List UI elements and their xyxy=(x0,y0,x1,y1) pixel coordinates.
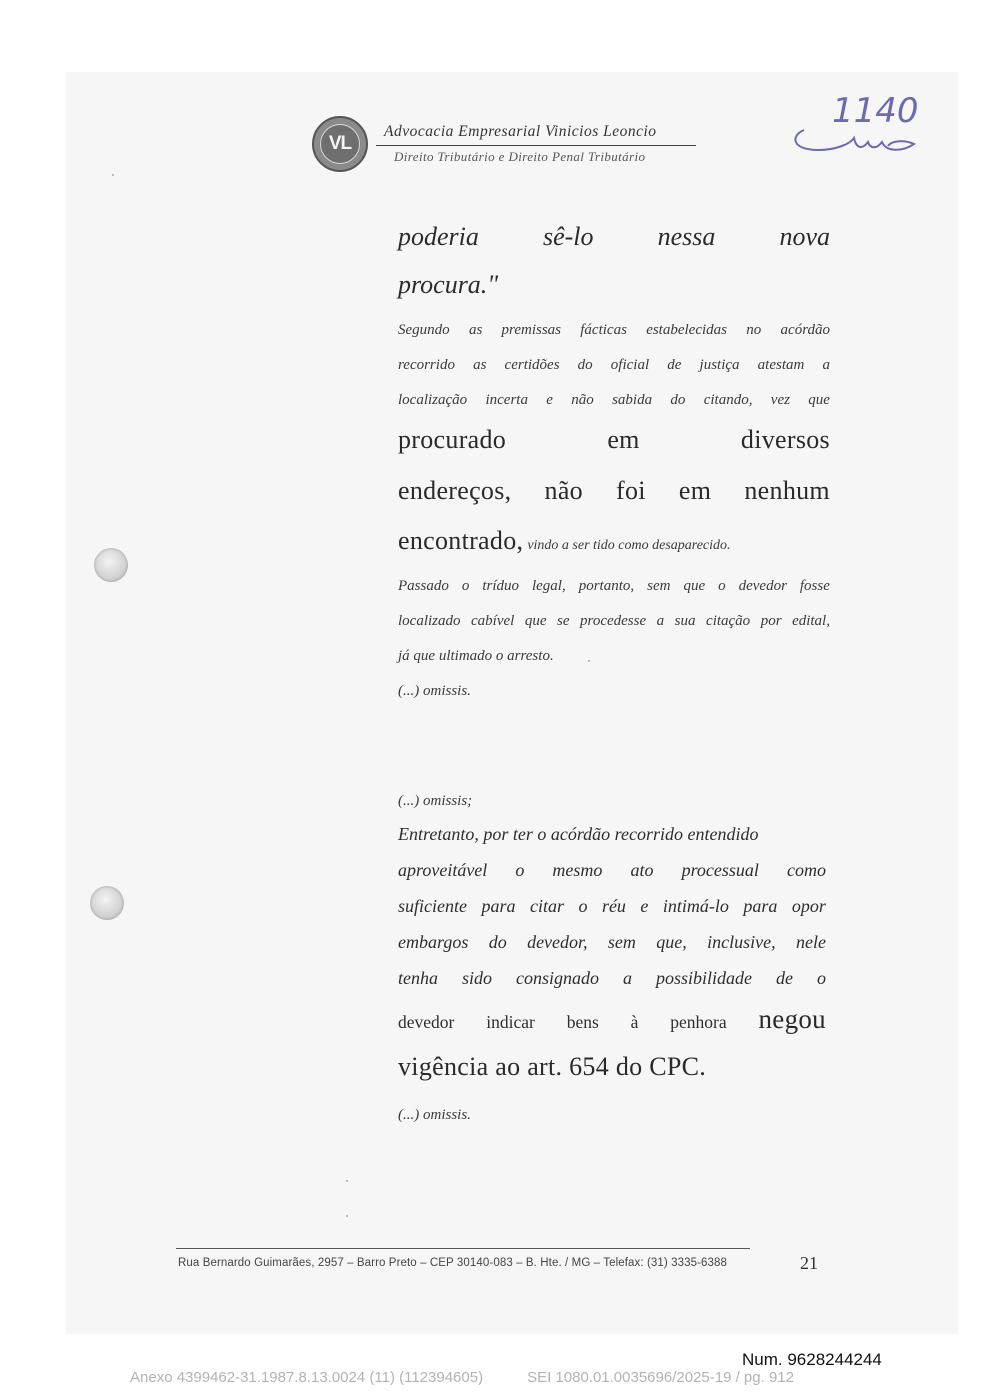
firm-logo xyxy=(312,116,368,172)
word: legal, xyxy=(531,578,566,594)
omissis-note: (...) omissis. xyxy=(398,683,471,699)
word: diversos xyxy=(740,425,830,454)
word: localizado xyxy=(398,613,461,629)
word: consignado xyxy=(515,968,599,988)
word: em xyxy=(678,476,712,505)
word: nessa xyxy=(657,222,716,251)
paragraph-3 xyxy=(398,824,826,1004)
word: do xyxy=(488,932,507,952)
annex-process: Anexo 4399462-31.1987.8.13.0024 (11) (112394605) xyxy=(130,1369,484,1386)
binder-hole-bottom xyxy=(90,886,124,920)
word: mesmo xyxy=(552,860,603,880)
word: para xyxy=(743,896,778,916)
word: processual xyxy=(681,860,759,880)
omissis-note xyxy=(398,792,830,810)
word: estabelecidas xyxy=(646,322,727,338)
firm-name: Advocacia Empresarial Vinicios Leoncio xyxy=(384,123,657,140)
word: que xyxy=(808,392,830,408)
word: atestam xyxy=(757,357,805,373)
justified-line xyxy=(398,613,830,648)
annex-sei: SEI 1080.01.0035696/2025-19 / pg. 912 xyxy=(527,1369,794,1386)
justified-line xyxy=(398,968,826,1004)
document-num-stamp: Num. 9628244244 xyxy=(742,1350,882,1369)
word: nele xyxy=(795,932,826,952)
justified-line xyxy=(398,860,826,896)
emphasis-line xyxy=(398,1052,830,1082)
header-rule xyxy=(376,145,696,146)
word: o xyxy=(718,578,726,594)
stamp-number: 1140 xyxy=(832,91,919,131)
word: no xyxy=(746,322,762,338)
word: incerta xyxy=(485,392,528,408)
word: do xyxy=(670,392,686,408)
word: tenha xyxy=(398,968,438,988)
word: que, xyxy=(656,932,687,952)
justified-line xyxy=(398,476,830,506)
word: citando, xyxy=(703,392,753,408)
word: sem xyxy=(647,578,671,594)
justified-line xyxy=(398,578,830,613)
handwritten-page-stamp xyxy=(784,78,924,168)
word: recorrido xyxy=(398,357,455,373)
word: em xyxy=(607,425,640,454)
word: premissas xyxy=(501,322,561,338)
word: fácticas xyxy=(580,322,627,338)
justified-line xyxy=(398,392,830,427)
word: procedesse xyxy=(580,613,647,629)
firm-subtitle: Direito Tributário e Direito Penal Tributário xyxy=(394,149,646,164)
word: devedor, xyxy=(527,932,588,952)
word: por xyxy=(760,613,782,629)
word: acórdão xyxy=(780,322,830,338)
word: citação xyxy=(706,613,751,629)
emphasis-tail: vindo a ser tido como desaparecido. xyxy=(527,538,731,553)
word: certidões xyxy=(504,357,560,373)
word: não xyxy=(571,392,594,408)
scan-speck xyxy=(346,1180,348,1182)
word: possibilidade xyxy=(655,968,752,988)
emphasis-line xyxy=(398,425,830,455)
word: citar xyxy=(529,896,564,916)
word: a xyxy=(656,613,665,629)
word: nenhum xyxy=(744,476,830,505)
word: intimá-lo xyxy=(662,896,729,916)
word: de xyxy=(667,357,682,373)
word: à xyxy=(630,1012,639,1032)
word: e xyxy=(640,896,649,916)
emphasis-word: negou xyxy=(758,1004,826,1034)
word: tríduo xyxy=(482,578,519,594)
word: sem xyxy=(607,932,636,952)
word: ato xyxy=(630,860,654,880)
word: Segundo xyxy=(398,322,450,338)
justified-line xyxy=(398,932,826,968)
word: devedor xyxy=(738,578,787,594)
word: justiça xyxy=(699,357,740,373)
emphasis-line xyxy=(398,476,830,506)
word: o xyxy=(816,968,826,988)
emphasis-word: encontrado, xyxy=(398,526,524,555)
page-number: 21 xyxy=(800,1253,818,1273)
word: o xyxy=(461,578,470,594)
paragraph-3-line-6 xyxy=(398,1004,826,1035)
word: inclusive, xyxy=(707,932,776,952)
paragraph-2 xyxy=(398,578,830,700)
text-line xyxy=(398,222,830,252)
omissis-note xyxy=(398,1106,830,1124)
word: cabível xyxy=(471,613,515,629)
word: nova xyxy=(779,222,830,251)
document-page xyxy=(66,72,958,1334)
firm-logo-monogram: VL xyxy=(320,124,360,164)
text-line xyxy=(398,270,830,300)
word: oficial xyxy=(610,357,650,373)
word: opor xyxy=(791,896,826,916)
word: bens xyxy=(566,1012,599,1032)
scan-speck xyxy=(346,1215,348,1217)
word: que xyxy=(524,613,547,629)
word: réu xyxy=(601,896,626,916)
word: o xyxy=(578,896,588,916)
word: foi xyxy=(616,476,646,505)
paragraph-first-line: Entretanto, por ter o acórdão recorrido entendido xyxy=(398,824,759,844)
word: Passado xyxy=(398,578,449,594)
paragraph-1 xyxy=(398,322,830,427)
word: edital, xyxy=(792,613,830,629)
word: as xyxy=(468,322,483,338)
word: que xyxy=(683,578,706,594)
word: não xyxy=(544,476,583,505)
word: a xyxy=(822,357,830,373)
omissis-text: (...) omissis; xyxy=(398,793,473,809)
word: para xyxy=(481,896,516,916)
word: se xyxy=(557,613,570,629)
word: suficiente xyxy=(398,896,467,916)
signature-scribble xyxy=(795,130,914,150)
word: portanto, xyxy=(578,578,635,594)
footer-address: Rua Bernardo Guimarães, 2957 – Barro Preto – CEP 30140-083 – B. Hte. / MG – Telefax: (31) 3335-6388 xyxy=(178,1257,728,1269)
word: indicar xyxy=(486,1012,535,1032)
annex-line xyxy=(130,1369,794,1386)
binder-hole-top xyxy=(94,548,128,582)
footer-rule xyxy=(176,1248,750,1249)
word: sua xyxy=(674,613,696,629)
justified-line xyxy=(398,222,830,252)
word: o xyxy=(515,860,525,880)
justified-line xyxy=(398,425,830,455)
scan-speck xyxy=(112,174,114,176)
word: e xyxy=(546,392,553,408)
word: aproveitável xyxy=(398,860,488,880)
word: procurado xyxy=(398,425,507,454)
word: poderia xyxy=(398,222,479,251)
paragraph-last-line: já que ultimado o arresto. xyxy=(398,648,554,664)
word: endereços, xyxy=(398,476,512,505)
word: de xyxy=(775,968,793,988)
word: embargos xyxy=(398,932,469,952)
word: devedor xyxy=(398,1012,455,1032)
justified-line xyxy=(398,896,826,932)
word: como xyxy=(786,860,826,880)
justified-line xyxy=(398,1004,826,1035)
word: fosse xyxy=(799,578,830,594)
word: localização xyxy=(398,392,468,408)
justified-line xyxy=(398,322,830,357)
justified-line xyxy=(398,357,830,392)
word: sê-lo xyxy=(542,222,594,251)
article-reference: vigência ao art. 654 do CPC. xyxy=(398,1052,707,1081)
word: sido xyxy=(461,968,492,988)
word: a xyxy=(622,968,632,988)
word: vez xyxy=(770,392,790,408)
word: penhora xyxy=(670,1012,727,1032)
emphasis-line xyxy=(398,526,830,556)
word: sabida xyxy=(612,392,653,408)
word: do xyxy=(577,357,593,373)
omissis-text: (...) omissis. xyxy=(398,1107,471,1123)
word: as xyxy=(473,357,487,373)
quote-end: procura." xyxy=(398,270,499,299)
